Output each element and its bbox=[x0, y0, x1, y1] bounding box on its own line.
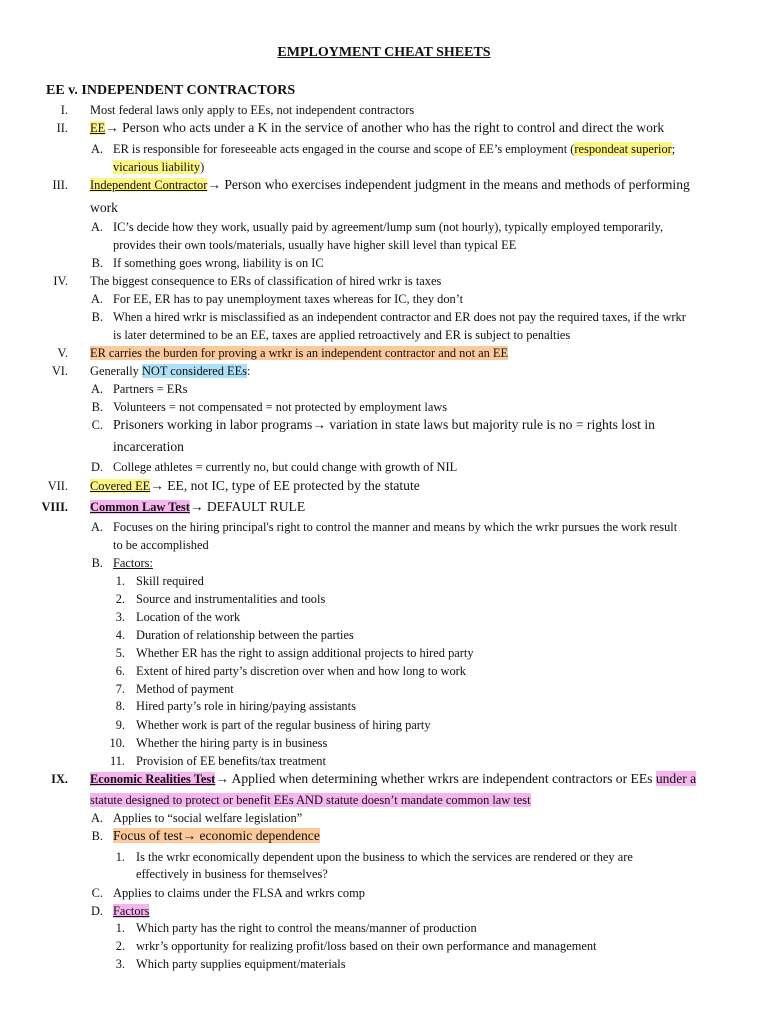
text-run: Applies to claims under the FLSA and wrkrs comp bbox=[113, 886, 365, 900]
text-run: work bbox=[90, 200, 118, 215]
text-run: ) bbox=[200, 160, 205, 174]
text-run: → EE, not IC, type of EE protected by the statute bbox=[150, 478, 420, 493]
outline-text bbox=[136, 848, 633, 866]
text-run: → Applied when determining whether wrkrs are independent contractors or EEs bbox=[215, 771, 656, 786]
outline-number: A. bbox=[90, 382, 103, 396]
outline-number: II. bbox=[56, 121, 68, 135]
outline-text bbox=[113, 380, 187, 398]
outline-text bbox=[113, 236, 516, 254]
outline-number: VII. bbox=[47, 479, 68, 493]
outline-number: VIII. bbox=[41, 500, 68, 514]
outline-text bbox=[136, 734, 327, 752]
text-run: Most federal laws only apply to EEs, not independent contractors bbox=[90, 103, 415, 117]
outline-text bbox=[90, 176, 690, 194]
text-run: provides their own tools/materials, usually have higher skill level than typical EE bbox=[113, 238, 517, 252]
text-run: to be accomplished bbox=[113, 538, 209, 552]
outline-text bbox=[90, 272, 441, 290]
document-title: EMPLOYMENT CHEAT SHEETS bbox=[277, 45, 491, 60]
outline-text bbox=[113, 902, 149, 920]
outline-number: A. bbox=[90, 520, 103, 534]
text-run: Provision of EE benefits/tax treatment bbox=[136, 754, 326, 768]
outline-text bbox=[113, 827, 320, 845]
outline-text bbox=[113, 308, 686, 326]
text-run: Focuses on the hiring principal's right to control the manner and means by which the wrkr pursues the work result bbox=[113, 520, 678, 534]
text-run: → DEFAULT RULE bbox=[189, 499, 306, 514]
outline-number: A. bbox=[90, 142, 103, 156]
outline-text bbox=[113, 458, 457, 476]
text-run: IC’s decide how they work, usually paid by agreement/lump sum (not hourly), typically employed temporarily, bbox=[113, 220, 664, 234]
text-run: vicarious liability bbox=[113, 160, 201, 174]
text-run: For EE, ER has to pay unemployment taxes whereas for IC, they don’t bbox=[113, 292, 464, 306]
text-run: → Person who exercises independent judgment in the means and methods of performing bbox=[207, 177, 690, 192]
text-run: Duration of relationship between the parties bbox=[136, 628, 354, 642]
outline-number: 5. bbox=[115, 646, 125, 660]
outline-number: A. bbox=[90, 220, 103, 234]
outline-number: C. bbox=[91, 418, 103, 432]
text-run: incarceration bbox=[113, 439, 184, 454]
text-run: The biggest consequence to ERs of classification of hired wrkr is taxes bbox=[90, 274, 442, 288]
section-heading: EE v. INDEPENDENT CONTRACTORS bbox=[46, 83, 296, 98]
outline-number: IX. bbox=[51, 772, 68, 786]
text-run: EE bbox=[90, 121, 106, 135]
outline-number: 3. bbox=[115, 957, 125, 971]
outline-text bbox=[113, 536, 209, 554]
outline-number: VI. bbox=[51, 364, 68, 378]
text-run: Focus of test→ economic dependence bbox=[113, 828, 320, 843]
outline-number: D. bbox=[90, 904, 103, 918]
outline-number: 3. bbox=[115, 610, 125, 624]
text-run: Which party supplies equipment/materials bbox=[136, 957, 346, 971]
outline-number: 1. bbox=[115, 921, 125, 935]
outline-text bbox=[136, 697, 356, 715]
outline-text bbox=[90, 101, 414, 119]
outline-number: 9. bbox=[115, 718, 125, 732]
text-run: Factors bbox=[113, 904, 150, 918]
text-run: Which party has the right to control the means/manner of production bbox=[136, 921, 477, 935]
outline-text bbox=[113, 554, 153, 572]
outline-number: V. bbox=[57, 346, 68, 360]
text-run: under a bbox=[655, 771, 697, 786]
text-run: effectively in business for themselves? bbox=[136, 867, 328, 881]
text-run: Applies to “social welfare legislation” bbox=[113, 811, 303, 825]
outline-number: B. bbox=[91, 310, 103, 324]
text-run: Economic Realities Test bbox=[90, 772, 216, 786]
outline-text bbox=[90, 477, 420, 495]
text-run: Skill required bbox=[136, 574, 204, 588]
outline-number: 1. bbox=[115, 850, 125, 864]
outline-text bbox=[136, 590, 325, 608]
outline-text bbox=[136, 680, 234, 698]
outline-number: 10. bbox=[109, 736, 125, 750]
outline-text bbox=[113, 518, 677, 536]
outline-text bbox=[90, 344, 508, 362]
text-run: Is the wrkr economically dependent upon the business to which the services are rendered or they are bbox=[136, 850, 633, 864]
outline-number: I. bbox=[60, 103, 68, 117]
outline-number: A. bbox=[90, 811, 103, 825]
text-run: Volunteers = not compensated = not protected by employment laws bbox=[113, 400, 448, 414]
outline-number: B. bbox=[91, 256, 103, 270]
outline-number: 2. bbox=[115, 939, 125, 953]
outline-text bbox=[90, 498, 305, 516]
outline-number: 6. bbox=[115, 664, 125, 678]
outline-number: B. bbox=[91, 400, 103, 414]
outline-number: A. bbox=[90, 292, 103, 306]
text-run: Prisoners working in labor programs→ variation in state laws but majority rule is no = rights lost in bbox=[113, 417, 655, 432]
outline-text bbox=[113, 398, 447, 416]
outline-text bbox=[113, 884, 365, 902]
outline-text bbox=[90, 199, 118, 217]
outline-text bbox=[113, 326, 570, 344]
text-run: ER is responsible for foreseeable acts engaged in the course and scope of EE’s employment ( bbox=[113, 142, 575, 156]
outline-number: B. bbox=[91, 829, 103, 843]
outline-text bbox=[136, 752, 326, 770]
text-run: If something goes wrong, liability is on IC bbox=[113, 256, 324, 270]
outline-text bbox=[136, 716, 431, 734]
outline-text bbox=[136, 955, 346, 973]
text-run: Partners = ERs bbox=[113, 382, 188, 396]
text-run: Whether work is part of the regular business of hiring party bbox=[136, 718, 431, 732]
outline-text bbox=[136, 865, 328, 883]
text-run: Source and instrumentalities and tools bbox=[136, 592, 326, 606]
outline-number: 2. bbox=[115, 592, 125, 606]
text-run: respondeat superior bbox=[574, 142, 672, 156]
outline-text bbox=[136, 662, 466, 680]
text-run: statute designed to protect or benefit EEs AND statute doesn’t mandate common law test bbox=[90, 793, 531, 807]
text-run: Common Law Test bbox=[90, 500, 190, 514]
outline-number: III. bbox=[52, 178, 68, 192]
outline-text bbox=[90, 791, 531, 809]
outline-text bbox=[113, 809, 302, 827]
text-run: Whether the hiring party is in business bbox=[136, 736, 328, 750]
outline-text bbox=[113, 140, 675, 158]
outline-text bbox=[136, 608, 240, 626]
outline-number: IV. bbox=[53, 274, 68, 288]
text-run: Generally bbox=[90, 364, 142, 378]
text-run: : bbox=[247, 364, 251, 378]
text-run: ; bbox=[671, 142, 676, 156]
text-run: When a hired wrkr is misclassified as an independent contractor and ER does not pay the required taxes, if the wrkr bbox=[113, 310, 686, 324]
outline-text bbox=[90, 119, 664, 137]
outline-text bbox=[136, 919, 477, 937]
text-run: Extent of hired party’s discretion over when and how long to work bbox=[136, 664, 466, 678]
outline-text bbox=[90, 362, 250, 380]
outline-text bbox=[113, 416, 655, 434]
text-run: ER carries the burden for proving a wrkr is an independent contractor and not an EE bbox=[90, 346, 509, 360]
outline-number: D. bbox=[90, 460, 103, 474]
outline-number: B. bbox=[91, 556, 103, 570]
outline-text bbox=[136, 937, 597, 955]
outline-number: 1. bbox=[115, 574, 125, 588]
outline-number: 7. bbox=[115, 682, 125, 696]
outline-text bbox=[113, 158, 204, 176]
outline-text bbox=[113, 290, 463, 308]
outline-text bbox=[113, 438, 184, 456]
outline-number: 8. bbox=[115, 699, 125, 713]
text-run: Hired party’s role in hiring/paying assistants bbox=[136, 699, 356, 713]
text-run: Independent Contractor bbox=[90, 178, 208, 192]
outline-number: C. bbox=[91, 886, 103, 900]
text-run: Method of payment bbox=[136, 682, 234, 696]
text-run: wrkr’s opportunity for realizing profit/loss based on their own performance and management bbox=[136, 939, 597, 953]
outline-number: 4. bbox=[115, 628, 125, 642]
text-run: NOT considered EEs bbox=[141, 364, 248, 378]
outline-text bbox=[113, 218, 663, 236]
text-run: is later determined to be an EE, taxes are applied retroactively and ER is subject to penalties bbox=[113, 328, 571, 342]
outline-text bbox=[136, 626, 354, 644]
text-run: Factors: bbox=[113, 556, 153, 570]
text-run: → Person who acts under a K in the service of another who has the right to control and direct the work bbox=[105, 120, 665, 135]
outline-text bbox=[136, 644, 474, 662]
outline-text bbox=[113, 254, 324, 272]
outline-text bbox=[90, 770, 696, 788]
text-run: College athletes = currently no, but could change with growth of NIL bbox=[113, 460, 458, 474]
outline-number: 11. bbox=[109, 754, 125, 768]
text-run: Location of the work bbox=[136, 610, 241, 624]
text-run: Whether ER has the right to assign additional projects to hired party bbox=[136, 646, 474, 660]
outline-text bbox=[136, 572, 204, 590]
text-run: Covered EE bbox=[90, 479, 151, 493]
